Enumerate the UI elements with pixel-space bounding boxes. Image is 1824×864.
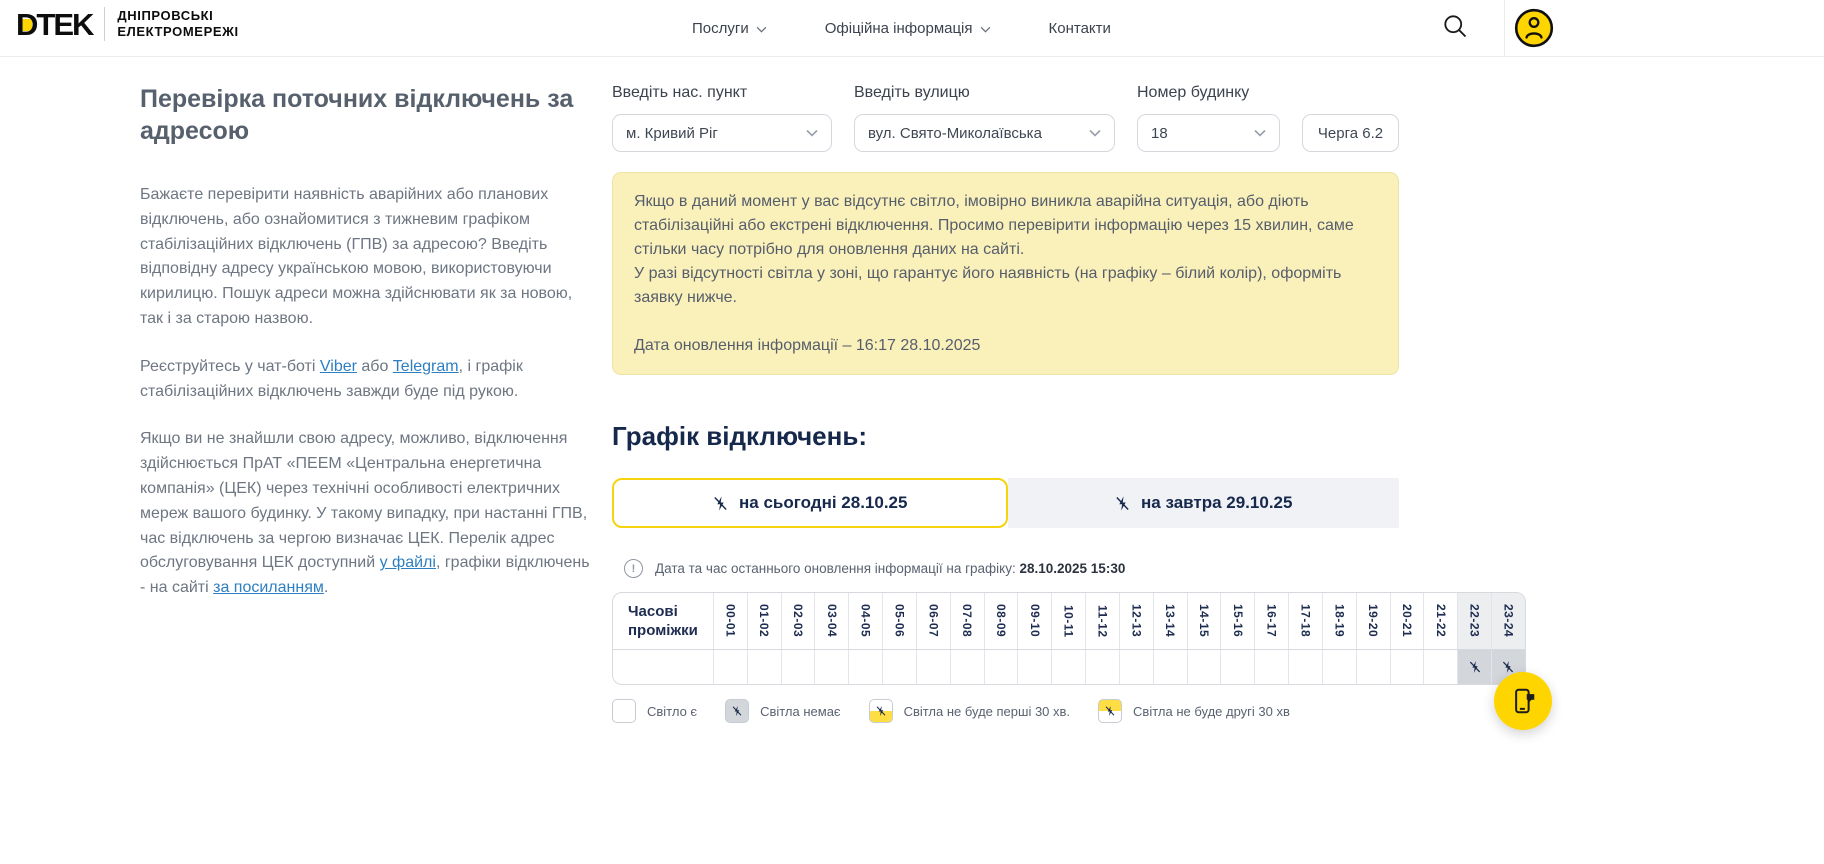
chevron-down-icon	[756, 26, 767, 33]
legend-item	[1098, 699, 1290, 723]
schedule-tabs	[612, 478, 1399, 528]
time-slot-header: 12-13	[1119, 593, 1153, 649]
logo-divider	[104, 7, 105, 41]
time-slot-cell	[950, 650, 984, 684]
legend-item	[869, 699, 1070, 723]
header	[0, 0, 1824, 57]
tab-today-label: на сьогодні 28.10.25	[739, 493, 908, 512]
page-title: Перевірка поточних відключень за адресою	[140, 85, 574, 145]
house-value: 18	[1151, 124, 1168, 142]
time-slot-header: 20-21	[1390, 593, 1424, 649]
legend-swatch	[1098, 699, 1122, 723]
intro-paragraph-2: Реєструйтесь у чат-боті Viber або Telegram, і графік стабілізаційних відключень завжди буде під рукою.	[140, 357, 523, 400]
time-slot-cell	[1119, 650, 1153, 684]
time-slot-cell	[1051, 650, 1085, 684]
schedule-update-time: 28.10.2025 15:30	[1019, 561, 1126, 576]
chevron-down-icon	[1254, 129, 1266, 137]
crossed-lightning-icon	[1468, 660, 1482, 674]
time-slot-header: 08-09	[984, 593, 1018, 649]
time-slot-cell	[1187, 650, 1221, 684]
legend-swatch	[612, 699, 636, 723]
outage-checker	[612, 84, 1527, 723]
time-slot-header: 10-11	[1051, 593, 1085, 649]
info-icon: !	[624, 559, 643, 578]
dtek-logo-mark: DTEK	[16, 6, 93, 42]
time-slot-header: 15-16	[1220, 593, 1254, 649]
time-slot-cell	[1356, 650, 1390, 684]
crossed-lightning-icon	[875, 705, 887, 717]
schedule-update-info: ! Дата та час останнього оновлення інформації на графіку: 28.10.2025 15:30	[624, 559, 1527, 578]
time-slot-cell	[984, 650, 1018, 684]
time-slot-cell	[713, 650, 747, 684]
city-select[interactable]	[612, 114, 832, 152]
notice-box	[612, 172, 1399, 375]
chevron-down-icon	[980, 26, 991, 33]
schedule-legend	[612, 699, 1527, 723]
time-slot-cell	[1153, 650, 1187, 684]
time-slot-header: 13-14	[1153, 593, 1187, 649]
street-select[interactable]	[854, 114, 1115, 152]
crossed-lightning-icon	[1501, 660, 1515, 674]
nav-item[interactable]	[692, 20, 767, 37]
notice-line-1: Якщо в даний момент у вас відсутнє світло, імовірно виникла аварійна ситуація, або діють стабілізаційні або екстрені відключення. Просимо перевірити інформацію через 15 хвилин, саме стільки часу потрібно для оновлення даних на сайті.	[634, 193, 1354, 258]
time-slot-cell	[1017, 650, 1051, 684]
crossed-lightning-icon	[731, 705, 743, 717]
crossed-lightning-icon	[1104, 705, 1116, 717]
intro-paragraph-3: Якщо ви не знайшли свою адресу, можливо, відключення здійснюється ПрАТ «ПЕЕМ «Центральна енергетична компанія» (ЦЕК) через технічні особливості електричних мереж вашого будинку. У такому випадку, при настанні ГПВ, час відключень за чергою визначає ЦЕК. Перелік адрес обслуговування ЦЕК доступний у файлі, графіки відключень - на сайті за посиланням.	[140, 430, 590, 597]
time-slot-header: 04-05	[848, 593, 882, 649]
intro-paragraph-1: Бажаєте перевірити наявність аварійних або планових відключень, або ознайомитися з тижневим графіком стабілізаційних відключень (ГПВ) за адресою? Введіть відповідну адресу українською мовою, використовуючи кирилицю. Пошук адреси можна здійснювати як за новою, так і за старою назвою.	[140, 186, 573, 327]
time-slot-header: 07-08	[950, 593, 984, 649]
intro-section	[140, 84, 592, 624]
house-label: Номер будинку	[1137, 84, 1250, 101]
legend-item	[612, 699, 697, 723]
legend-item	[725, 699, 841, 723]
tab-tomorrow[interactable]	[1008, 478, 1400, 528]
time-slot-header: 18-19	[1322, 593, 1356, 649]
crossed-lightning-icon	[1114, 495, 1131, 512]
legend-swatch	[869, 699, 893, 723]
search-icon	[1441, 12, 1469, 40]
legend-label: Світло є	[647, 703, 698, 719]
dtek-logo[interactable]	[16, 7, 239, 41]
time-slot-header: 14-15	[1187, 593, 1221, 649]
time-slot-header: 00-01	[713, 593, 747, 649]
time-slot-cell	[1423, 650, 1457, 684]
nav-item-label: Послуги	[692, 20, 749, 37]
time-slot-header: 05-06	[882, 593, 916, 649]
notice-updated: Дата оновлення інформації – 16:17 28.10.2025	[634, 337, 981, 354]
time-slot-header: 11-12	[1085, 593, 1119, 649]
table-empty-cell	[613, 650, 713, 684]
header-divider	[1504, 0, 1505, 57]
crossed-lightning-icon	[712, 495, 729, 512]
time-slot-header: 09-10	[1017, 593, 1051, 649]
nav-item[interactable]	[1049, 20, 1111, 37]
legend-label: Світла не буде другі 30 хв	[1133, 703, 1290, 719]
time-slot-cell	[882, 650, 916, 684]
legend-label: Світла не буде перші 30 хв.	[903, 703, 1071, 719]
time-slot-cell	[1254, 650, 1288, 684]
time-slot-headers	[713, 593, 1525, 649]
tab-tomorrow-label: на завтра 29.10.25	[1141, 493, 1293, 512]
time-slot-cell	[1220, 650, 1254, 684]
legend-label: Світла немає	[760, 703, 841, 719]
legend-swatch	[725, 699, 749, 723]
time-slot-header: 21-22	[1423, 593, 1457, 649]
time-slot-cell	[1390, 650, 1424, 684]
telegram-link[interactable]: Telegram	[392, 357, 459, 375]
time-slot-cell	[848, 650, 882, 684]
account-button[interactable]	[1514, 8, 1554, 48]
chevron-down-icon	[1089, 129, 1101, 137]
queue-badge: Черга 6.2	[1302, 114, 1399, 152]
nav-item-label: Контакти	[1048, 20, 1111, 37]
chat-widget-button[interactable]	[1494, 672, 1552, 730]
time-slot-header: 16-17	[1254, 593, 1288, 649]
user-account-icon	[1514, 8, 1554, 48]
notice-line-2: У разі відсутності світла у зоні, що гарантує його наявність (на графіку – білий колір), оформіть заявку нижче.	[634, 265, 1342, 306]
time-slot-header: 17-18	[1288, 593, 1322, 649]
external-link[interactable]: за посиланням	[213, 579, 324, 597]
time-slot-cell	[916, 650, 950, 684]
street-label: Введіть вулицю	[854, 84, 970, 101]
time-slot-cell	[1085, 650, 1119, 684]
time-slot-header: 22-23	[1457, 593, 1491, 649]
time-slot-cell	[1288, 650, 1322, 684]
time-slot-header: 23-24	[1491, 593, 1525, 649]
nav-item-label: Офіційна інформація	[824, 20, 973, 37]
time-slot-cell	[814, 650, 848, 684]
city-value: м. Кривий Ріг	[626, 124, 718, 142]
time-slot-header: 03-04	[814, 593, 848, 649]
time-slot-header: 06-07	[916, 593, 950, 649]
viber-link[interactable]: Viber	[319, 357, 357, 375]
chat-phone-icon	[1508, 686, 1538, 716]
schedule-title: Графік відключень:	[612, 421, 867, 451]
file-link[interactable]: у файлі	[379, 554, 436, 572]
time-slot-header: 19-20	[1356, 593, 1390, 649]
time-slot-cell	[781, 650, 815, 684]
address-form	[612, 84, 1399, 152]
chevron-down-icon	[806, 129, 818, 137]
time-slot-cell	[1457, 650, 1491, 684]
tab-today[interactable]	[612, 478, 1008, 528]
time-slot-cells	[713, 650, 1525, 684]
time-slot-header: 02-03	[781, 593, 815, 649]
time-slots-header: Часові проміжки	[628, 602, 698, 639]
logo-subtitle: ДНІПРОВСЬКІ ЕЛЕКТРОМЕРЕЖІ	[117, 7, 239, 39]
main-nav	[692, 0, 1111, 57]
time-slot-cell	[747, 650, 781, 684]
time-slot-cell	[1322, 650, 1356, 684]
nav-item[interactable]	[825, 20, 991, 37]
house-select[interactable]	[1137, 114, 1280, 152]
outage-schedule-table	[612, 592, 1526, 685]
time-slot-header: 01-02	[747, 593, 781, 649]
search-button[interactable]	[1441, 12, 1471, 42]
street-value: вул. Свято-Миколаївська	[868, 124, 1042, 142]
city-label: Введіть нас. пункт	[612, 84, 748, 101]
